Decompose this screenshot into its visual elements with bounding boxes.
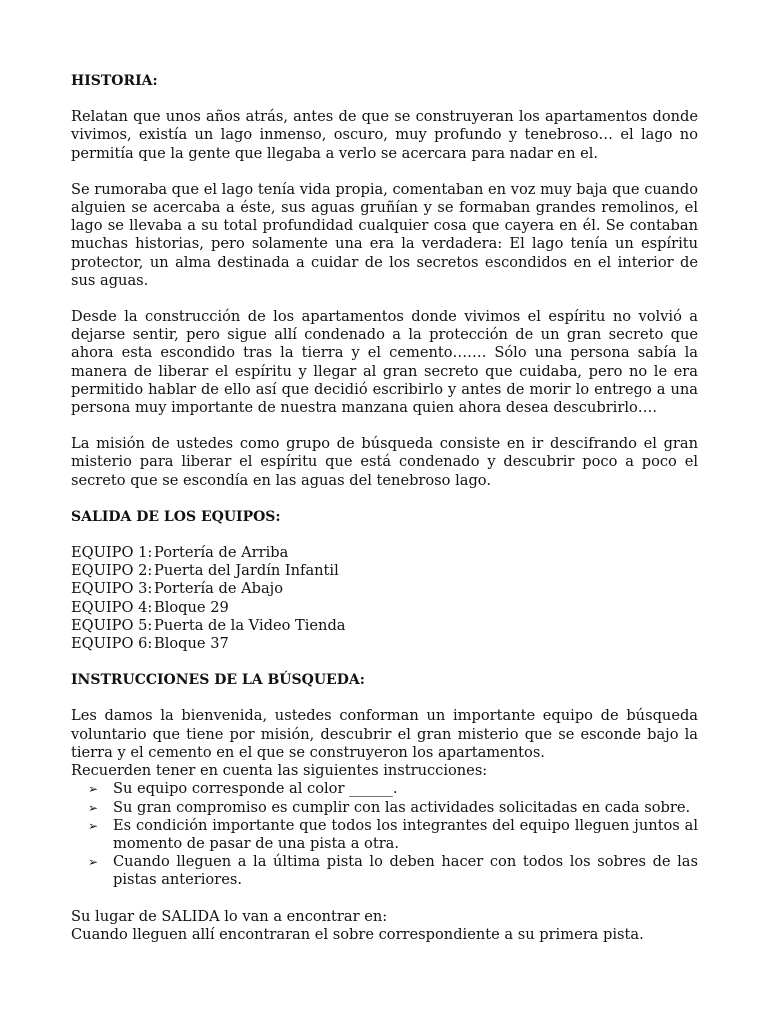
- team-label: EQUIPO 2:: [71, 562, 153, 580]
- team-row-6: [71, 635, 698, 653]
- salida-heading: SALIDA DE LOS EQUIPOS:: [71, 508, 281, 525]
- team-row-1: [71, 544, 698, 562]
- historia-paragraph-2: Se rumoraba que el lago tenía vida propia, comentaban en voz muy baja que cuando alguien se acercaba a éste, sus aguas gruñían y se formaban grandes remolinos, el lago se llevaba a su total profundidad cualquier cosa que cayera en él. Se contaban muchas historias, pero solamente una era la verdadera: El lago tenía un espíritu protector, un alma destinada a cuidar de los secretos escondidos en el interior de sus aguas.: [71, 180, 698, 289]
- instruction-item-1: [88, 780, 698, 798]
- instruction-text: Su gran compromiso es cumplir con las actividades solicitadas en cada sobre.: [113, 798, 691, 816]
- team-row-4: [71, 599, 698, 617]
- instruction-item-2: [88, 799, 698, 817]
- first-clue-line: Cuando lleguen allí encontraran el sobre correspondiente a su primera pista.: [71, 925, 644, 943]
- team-label: EQUIPO 4:: [71, 598, 153, 616]
- instruction-text: Su equipo corresponde al color ______.: [113, 780, 398, 798]
- historia-paragraph-4: La misión de ustedes como grupo de búsqueda consiste en ir descifrando el gran misterio para liberar el espíritu que está condenado y descubrir poco a poco el secreto que se escondía en las aguas del tenebroso lago.: [71, 435, 698, 489]
- team-label: EQUIPO 3:: [71, 580, 153, 598]
- instructions-list: [71, 780, 698, 889]
- team-label: EQUIPO 5:: [71, 616, 153, 634]
- team-place: Puerta del Jardín Infantil: [154, 562, 339, 580]
- arrow-bullet-icon: ➢: [88, 818, 99, 833]
- arrow-bullet-icon: ➢: [88, 800, 99, 815]
- document-page: [71, 72, 698, 944]
- instruction-item-3: [88, 817, 698, 853]
- team-place: Puerta de la Video Tienda: [154, 616, 346, 634]
- spacer: [71, 890, 698, 908]
- team-place: Portería de Arriba: [154, 544, 289, 562]
- instrucciones-intro: Les damos la bienvenida, ustedes conforman un importante equipo de búsqueda voluntario que tiene por misión, descubrir el gran misterio que se esconde bajo la tierra y el cemento en el que se construyeron los apartamentos.: [71, 707, 698, 761]
- instrucciones-heading: INSTRUCCIONES DE LA BÚSQUEDA:: [71, 672, 365, 689]
- team-row-3: [71, 580, 698, 598]
- team-row-5: [71, 617, 698, 635]
- team-label: EQUIPO 1:: [71, 544, 153, 562]
- team-row-2: [71, 562, 698, 580]
- historia-paragraph-3: Desde la construcción de los apartamentos donde vivimos el espíritu no volvió a dejarse sentir, pero sigue allí condenado a la protección de un gran secreto que ahora esta escondido tras la tierra y el cemento……. Sólo una persona sabía la manera de liberar el espíritu y llegar al gran secreto que cuidaba, pero no le era permitido hablar de ello así que decidió escribirlo y antes de morir lo entrego a una persona muy importante de nuestra manzana quien ahora desea descubrirlo….: [71, 308, 698, 417]
- instruction-item-4: [88, 853, 698, 889]
- arrow-bullet-icon: ➢: [88, 782, 99, 797]
- salida-location-line: Su lugar de SALIDA lo van a encontrar en:: [71, 907, 388, 925]
- instruction-text: Cuando lleguen a la última pista lo deben hacer con todos los sobres de las pistas anteriores.: [113, 853, 698, 889]
- instruction-text: Es condición importante que todos los integrantes del equipo lleguen juntos al momento de pasar de una pista a otra.: [113, 816, 698, 852]
- team-place: Bloque 37: [154, 635, 229, 653]
- teams-list: [71, 544, 698, 653]
- historia-heading: HISTORIA:: [71, 73, 158, 89]
- team-label: EQUIPO 6:: [71, 635, 153, 653]
- instrucciones-remember: Recuerden tener en cuenta las siguientes instrucciones:: [71, 762, 488, 780]
- arrow-bullet-icon: ➢: [88, 855, 99, 870]
- historia-paragraph-1: Relatan que unos años atrás, antes de que se construyeran los apartamentos donde vivimos, existía un lago inmenso, oscuro, muy profundo y tenebroso… el lago no permitía que la gente que llegaba a verlo se acercara para nadar en el.: [71, 108, 698, 162]
- team-place: Portería de Abajo: [154, 580, 283, 598]
- team-place: Bloque 29: [154, 598, 229, 616]
